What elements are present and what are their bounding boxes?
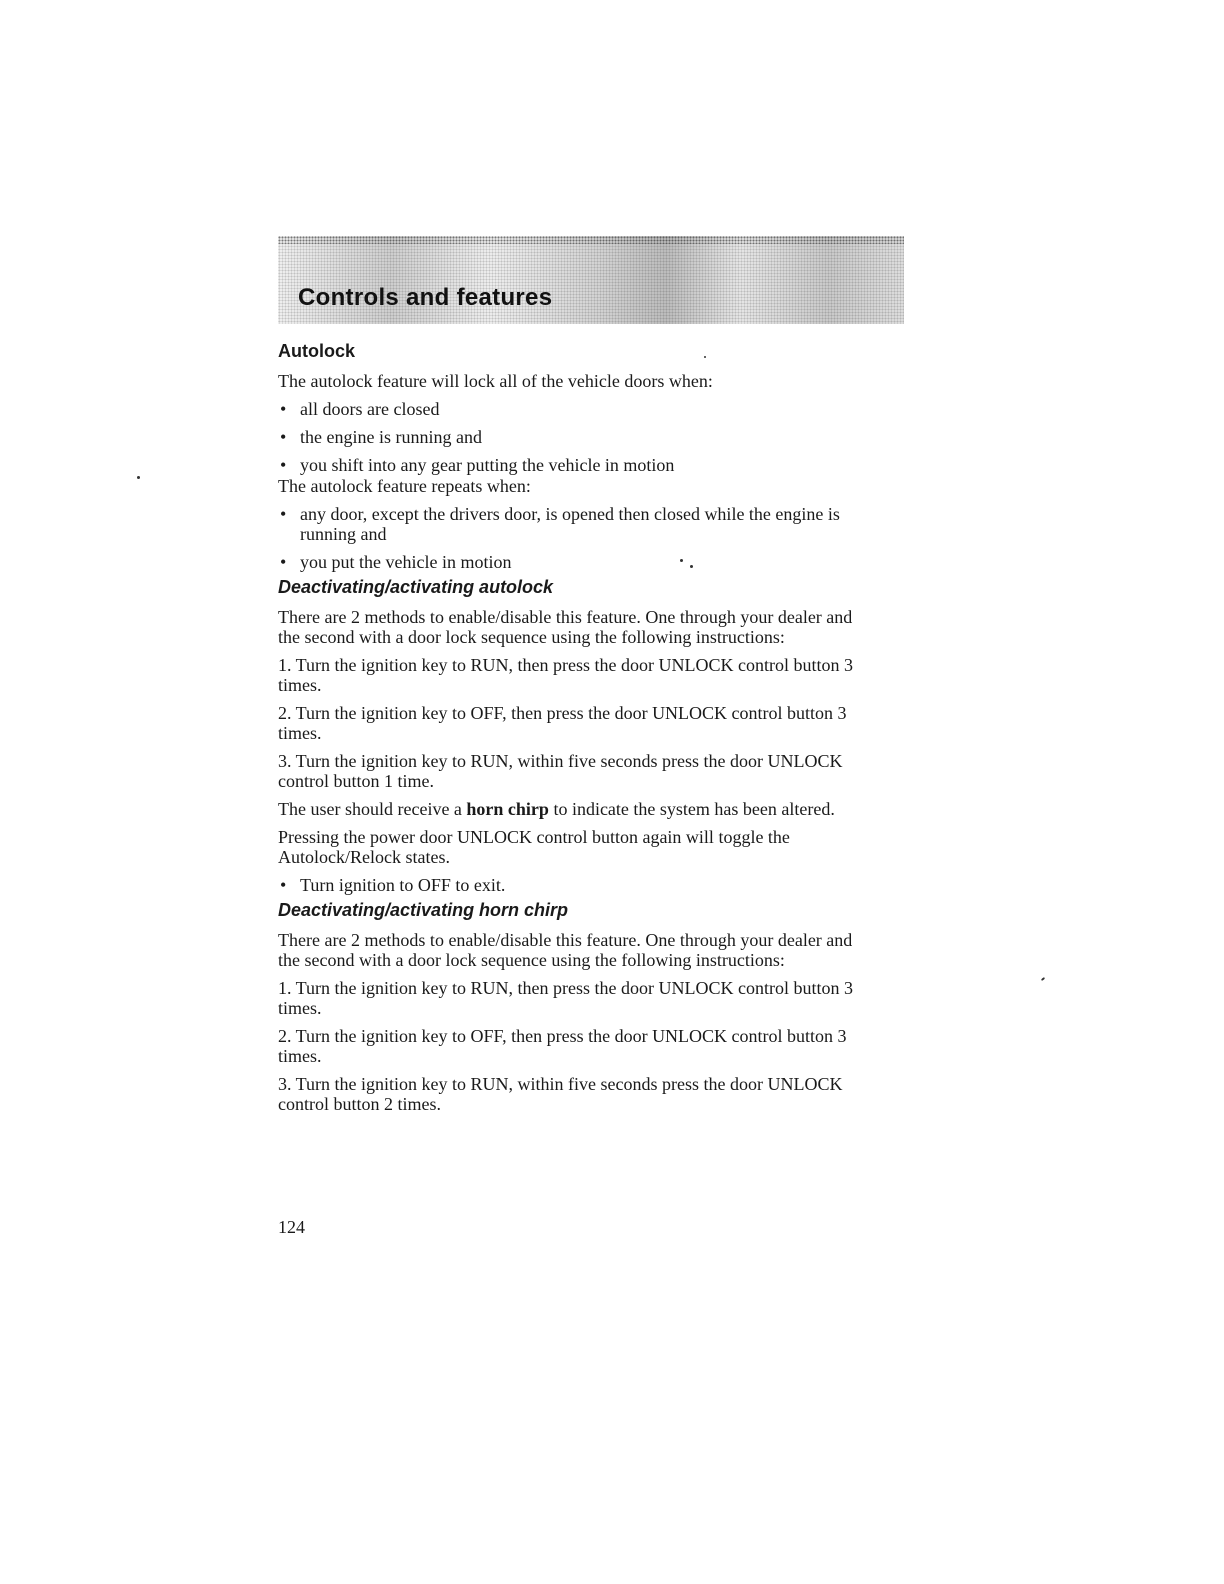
autolock-heading: Autolock: [278, 341, 356, 361]
horn-chirp-note: [278, 799, 878, 819]
list-item: [278, 504, 878, 544]
scan-speck: [680, 559, 683, 562]
section-header-band: [278, 236, 904, 324]
list-item-text: Turn ignition to OFF to exit.: [300, 875, 506, 895]
bullet-icon: •: [280, 552, 287, 572]
list-item: [278, 399, 878, 419]
list-item: [278, 455, 878, 475]
horn-chirp-note-start: The user should receive a: [278, 799, 467, 819]
deactivate-autolock-step-1: 1. Turn the ignition key to RUN, then press the door UNLOCK control button 3 times.: [278, 655, 853, 695]
scan-speck: [690, 565, 693, 568]
bullet-icon: •: [280, 427, 287, 447]
list-item: [278, 552, 878, 572]
deactivate-autolock-heading: Deactivating/activating autolock: [278, 577, 554, 597]
page-number: 124: [278, 1217, 305, 1237]
deactivate-chirp-intro: There are 2 methods to enable/disable this feature. One through your dealer and the second with a door lock sequence using the following instructions:: [278, 930, 853, 970]
autolock-conditions-list: [278, 399, 878, 475]
deactivate-autolock-step-2: 2. Turn the ignition key to OFF, then press the door UNLOCK control button 3 times.: [278, 703, 847, 743]
autolock-repeat-list: [278, 504, 878, 572]
header-dot-strip: [278, 236, 904, 244]
toggle-note: Pressing the power door UNLOCK control button again will toggle the Autolock/Relock states.: [278, 827, 790, 867]
autolock-intro: The autolock feature will lock all of the vehicle doors when:: [278, 371, 713, 391]
horn-chirp-note-end: to indicate the system has been altered.: [548, 799, 835, 819]
exit-list: [278, 875, 878, 895]
bullet-icon: •: [280, 875, 287, 895]
autolock-repeats-intro: The autolock feature repeats when:: [278, 476, 531, 496]
list-item-text: any door, except the drivers door, is opened then closed while the engine is running and: [300, 504, 840, 544]
scan-speck: [704, 356, 706, 358]
deactivate-autolock-intro: There are 2 methods to enable/disable this feature. One through your dealer and the second with a door lock sequence using the following instructions:: [278, 607, 853, 647]
horn-chirp-bold: horn chirp: [466, 799, 549, 819]
list-item-text: you put the vehicle in motion: [300, 552, 512, 572]
scan-speck: [1041, 977, 1045, 981]
deactivate-chirp-step-1: 1. Turn the ignition key to RUN, then press the door UNLOCK control button 3 times.: [278, 978, 853, 1018]
bullet-icon: •: [280, 399, 287, 419]
page-content: [278, 340, 878, 1122]
list-item: [278, 427, 878, 447]
deactivate-chirp-step-3: 3. Turn the ignition key to RUN, within five seconds press the door UNLOCK control button 2 times.: [278, 1074, 843, 1114]
list-item-text: all doors are closed: [300, 399, 440, 419]
section-title: Controls and features: [298, 284, 553, 311]
bullet-icon: •: [280, 455, 287, 475]
deactivate-chirp-heading: Deactivating/activating horn chirp: [278, 900, 569, 920]
deactivate-autolock-step-3: 3. Turn the ignition key to RUN, within five seconds press the door UNLOCK control button 1 time.: [278, 751, 843, 791]
bullet-icon: •: [280, 504, 287, 524]
scan-speck: [137, 476, 140, 479]
deactivate-chirp-step-2: 2. Turn the ignition key to OFF, then press the door UNLOCK control button 3 times.: [278, 1026, 847, 1066]
list-item-text: the engine is running and: [300, 427, 482, 447]
list-item: [278, 875, 878, 895]
list-item-text: you shift into any gear putting the vehicle in motion: [300, 455, 675, 475]
